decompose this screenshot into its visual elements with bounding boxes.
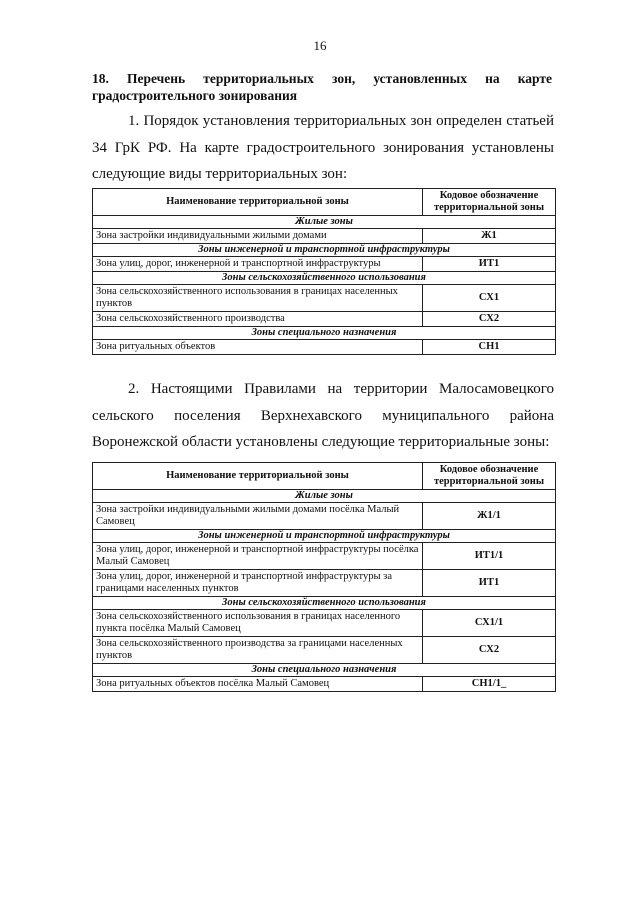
- zone-code-cell: ИТ1: [423, 570, 556, 597]
- paragraph-1-text: 1. Порядок установления территориальных зон определен статьей 34 ГрК РФ. На карте градостроительного зонирования установлены следующие виды территориальных зон:: [92, 113, 554, 182]
- zone-row: [93, 503, 556, 530]
- zones-table-1: [92, 188, 556, 355]
- zone-name-cell: Зона ритуальных объектов: [93, 340, 423, 355]
- zone-row: [93, 637, 556, 664]
- header-zone-name: Наименование территориальной зоны: [93, 463, 423, 490]
- zone-group-label: Зоны инженерной и транспортной инфраструктуры: [93, 244, 556, 257]
- section-heading: 18. Перечень территориальных зон, установленных на карте градостроительного зонирования: [92, 71, 552, 103]
- zone-row: [93, 312, 556, 327]
- zone-row: [93, 229, 556, 244]
- zone-code-cell: СХ1: [423, 285, 556, 312]
- zone-group-row: [93, 664, 556, 677]
- header-zone-name: Наименование территориальной зоны: [93, 189, 423, 216]
- zone-group-row: [93, 272, 556, 285]
- zone-name-cell: Зона улиц, дорог, инженерной и транспортной инфраструктуры посёлка Малый Самовец: [93, 543, 423, 570]
- zone-name-cell: Зона улиц, дорог, инженерной и транспортной инфраструктуры: [93, 257, 423, 272]
- zone-name-cell: Зона сельскохозяйственного использования в границах населенных пунктов: [93, 285, 423, 312]
- zone-group-label: Зоны сельскохозяйственного использования: [93, 597, 556, 610]
- zone-group-label: Зоны специального назначения: [93, 664, 556, 677]
- zone-code-cell: СХ1/1: [423, 610, 556, 637]
- zone-name-cell: Зона сельскохозяйственного производства за границами населенных пунктов: [93, 637, 423, 664]
- zone-code-cell: ИТ1: [423, 257, 556, 272]
- zone-group-row: [93, 597, 556, 610]
- zone-code-cell: СН1: [423, 340, 556, 355]
- zone-code-cell: СН1/1_: [423, 677, 556, 692]
- table-header-row: [93, 189, 556, 216]
- zone-row: [93, 257, 556, 272]
- zone-name-cell: Зона застройки индивидуальными жилыми домами: [93, 229, 423, 244]
- zone-group-row: [93, 327, 556, 340]
- zone-group-row: [93, 490, 556, 503]
- zone-group-row: [93, 244, 556, 257]
- table-header-row: [93, 463, 556, 490]
- paragraph-2-text: 2. Настоящими Правилами на территории Малосамовецкого сельского поселения Верхнехавского муниципального района Воронежской области установлены следующие территориальные зоны:: [92, 381, 554, 450]
- zone-name-cell: Зона улиц, дорог, инженерной и транспортной инфраструктуры за границами населенных пунктов: [93, 570, 423, 597]
- zone-group-label: Зоны инженерной и транспортной инфраструктуры: [93, 530, 556, 543]
- zone-row: [93, 340, 556, 355]
- zone-group-label: Зоны специального назначения: [93, 327, 556, 340]
- zone-group-label: Жилые зоны: [93, 216, 556, 229]
- zone-group-label: Жилые зоны: [93, 490, 556, 503]
- zone-code-cell: СХ2: [423, 312, 556, 327]
- zone-row: [93, 677, 556, 692]
- zone-group-label: Зоны сельскохозяйственного использования: [93, 272, 556, 285]
- zone-name-cell: Зона сельскохозяйственного использования в границах населенного пункта посёлка Малый Самовец: [93, 610, 423, 637]
- paragraph-1: [92, 108, 554, 188]
- paragraph-2: [92, 376, 554, 456]
- zones-table-1-body: [93, 216, 556, 355]
- header-zone-code: Кодовое обозначение территориальной зоны: [423, 189, 556, 216]
- header-zone-code: Кодовое обозначение территориальной зоны: [423, 463, 556, 490]
- zone-group-row: [93, 216, 556, 229]
- zones-table-2-body: [93, 490, 556, 692]
- zone-row: [93, 610, 556, 637]
- zone-name-cell: Зона ритуальных объектов посёлка Малый Самовец: [93, 677, 423, 692]
- zone-code-cell: СХ2: [423, 637, 556, 664]
- page-number: 16: [313, 38, 327, 53]
- zone-name-cell: Зона застройки индивидуальными жилыми домами посёлка Малый Самовец: [93, 503, 423, 530]
- zone-code-cell: Ж1: [423, 229, 556, 244]
- zone-row: [93, 570, 556, 597]
- zones-table-2: [92, 462, 556, 692]
- zone-code-cell: ИТ1/1: [423, 543, 556, 570]
- zone-group-row: [93, 530, 556, 543]
- zone-code-cell: Ж1/1: [423, 503, 556, 530]
- zone-row: [93, 543, 556, 570]
- zone-name-cell: Зона сельскохозяйственного производства: [93, 312, 423, 327]
- zone-row: [93, 285, 556, 312]
